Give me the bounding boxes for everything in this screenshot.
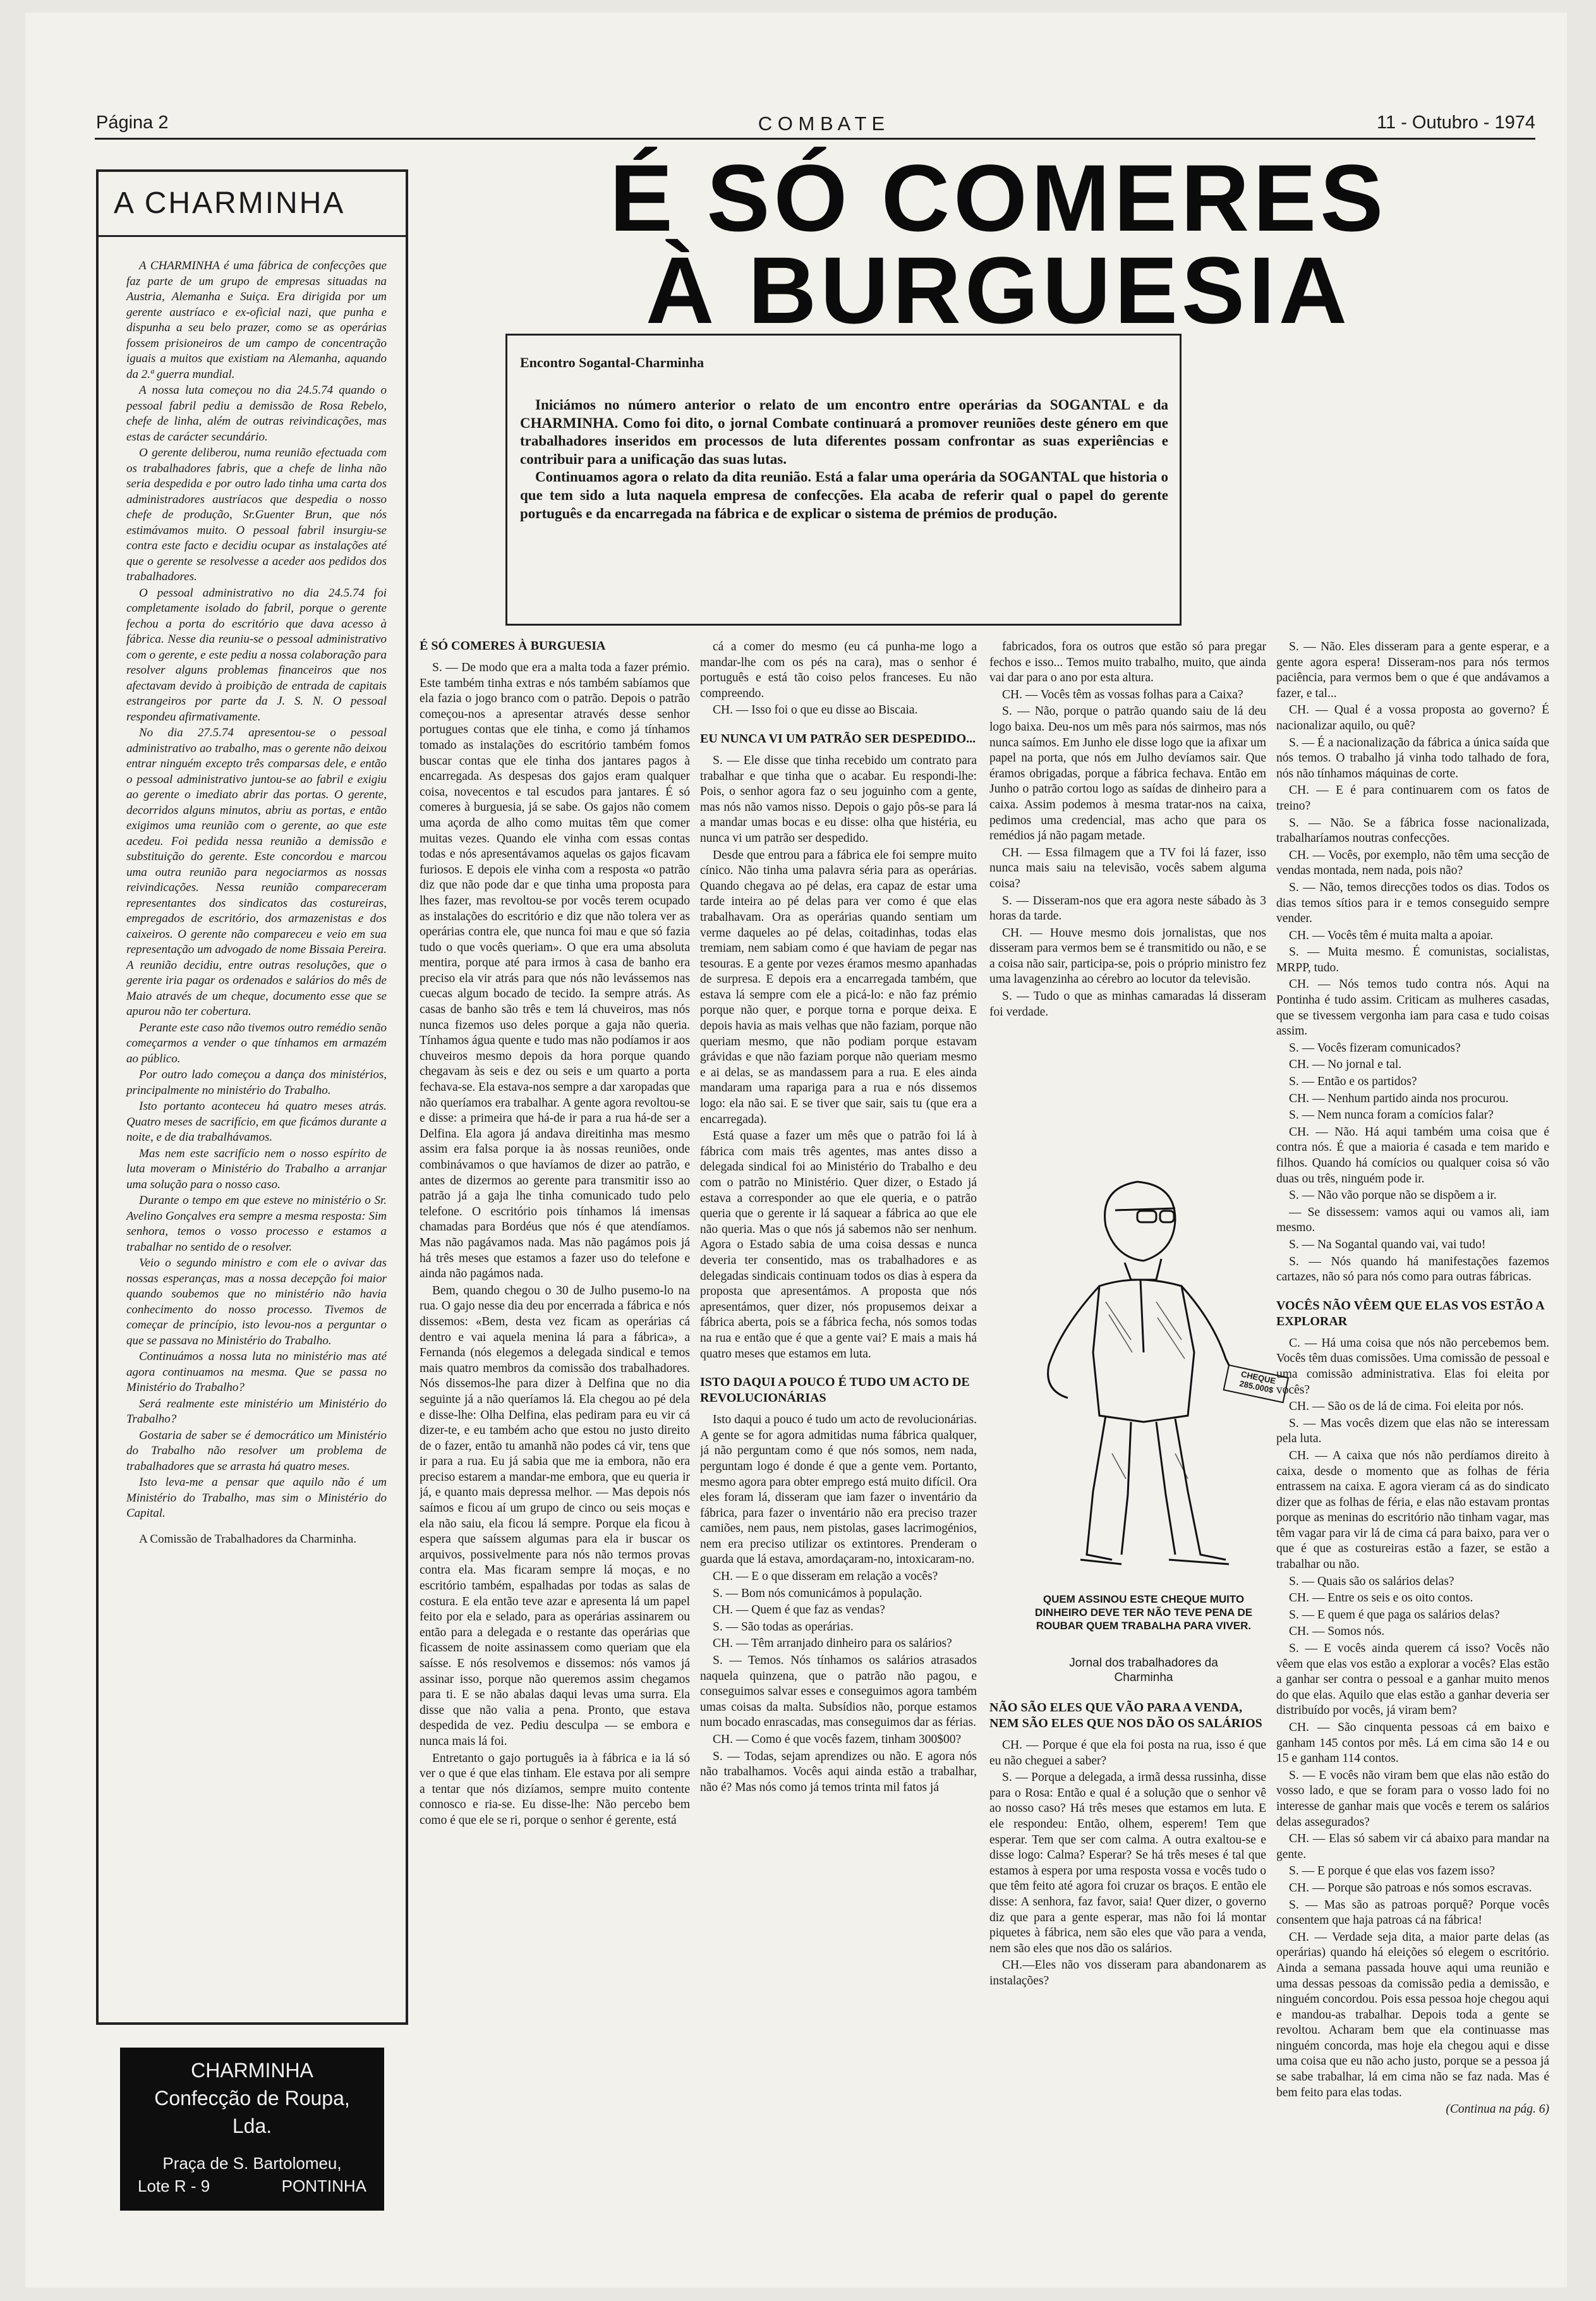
- article-paragraph: S. — Não, porque o patrão quando saiu de lá deu logo baixa. Deu-nos um mês para nós sairmos, mas nós nunca saímos. Em Junho ele disse logo que ia afixar um papel na porta, que nós em Julho devíamos sair. Que éramos obrigadas, porque a fábrica fechava. Então em Junho o patrão cortou logo as saídas de dinheiro para a caixa. Assim podemos à mesma tratar-nos na caixa, pedimos uma credencial, mas acho que para os remédios já não pagam metade.: [989, 705, 1266, 843]
- article-paragraph: — Se dissessem: vamos aqui ou vamos ali, iam mesmo.: [1276, 1205, 1549, 1235]
- article-paragraph: CH. — E é para continuarem com os fatos de treino?: [1276, 784, 1549, 813]
- article-paragraph: CH. — Vocês, por exemplo, não têm uma secção de vendas montada, nem nada, pois não?: [1276, 848, 1549, 878]
- subheading: EU NUNCA VI UM PATRÃO SER DESPEDIDO...: [700, 731, 976, 746]
- sidebar-paragraph: Mas nem este sacrifício nem o nosso espírito de luta moveram o Ministério do Trabalho a arranjar uma solução para o nosso caso.: [126, 1146, 387, 1191]
- article-paragraph: C. — Há uma coisa que nós não percebemos bem. Vocês têm duas comissões. Uma comissão de pessoal e uma comissão administrativa. Elas foi eleita por vocês?: [1276, 1336, 1549, 1397]
- issue-date: 11 - Outubro - 1974: [1377, 112, 1535, 133]
- sidebar-paragraph: No dia 27.5.74 apresentou-se o pessoal administrativo ao trabalho, mas o gerente não deixou entrar ninguém excepto três comparsas dele, e então o pessoal administrativo juntou-se ao fabril e exigiu ao gerente o imediato abrir das portas. O gerente, decorridos alguns minutos, abriu as portas, e então exigimos uma reunião com o gerente, ao que este acedeu. Foi pedida nessa reunião a demissão e substituição do gerente. Este concordou e marcou uma outra reunião para negociarmos as nossas reivindicações. Nessa reunião compareceram representantes dos sindicatos das costureiras, empregados de escritório, dos armazenistas e dos caixeiros. O gerente não compareceu e veio em sua representação um advogado de nome Bissaia Pereira. A reunião decidiu, entre outras resoluções, que o gerente iria pagar os ordenados e salários do mês de Maio através de um cheque, documento esse que se apurou não ter cobertura.: [126, 726, 387, 1018]
- article-paragraph: S. — Não. Eles disseram para a gente esperar, e a gente agora espera! Disseram-nos para nós termos paciência, para vermos bem o que é que andávamos a fazer, e tal...: [1276, 640, 1549, 700]
- article-paragraph: S. — Temos. Nós tínhamos os salários atrasados naquela quinzena, que o patrão não pagou, e conseguimos salvar esses e conseguimos agora também umas coisas da malta. Subsídios não, porque estamos num bocado enrascadas, mas conseguimos dar as férias.: [700, 1654, 977, 1730]
- article-paragraph: S. — Nem nunca foram a comícios falar?: [1289, 1108, 1494, 1122]
- sidebar-paragraph: Por outro lado começou a dança dos ministérios, principalmente no ministério do Trabalho.: [126, 1068, 387, 1097]
- sidebar-paragraph: O gerente deliberou, numa reunião efectuada com os trabalhadores fabris, que a chefe de linha não seria despedida e por outro lado tinha uma carta dos administradores austríacos que despedia o nosso chefe de produção, Sr.Guenter Brun, que nós estimávamos muito. O pessoal fabril insurgiu-se contra este facto e decidiu ocupar as instalações até que o gerente se resolvesse a aceder aos pedidos dos trabalhadores.: [126, 446, 387, 583]
- article-paragraph: S. — Não, temos direcções todos os dias. Todos os dias temos sítios para ir e temos conseguido sempre vender.: [1276, 880, 1549, 926]
- headline-line-2: À BURGUESIA: [645, 237, 1351, 343]
- article-paragraph: Isto daqui a pouco é tudo um acto de revolucionárias. A gente se for agora admitidas numa fábrica qualquer, já não perguntam como é que nós somos, nem nada, perguntam logo é donde é que a gente vem. Portanto, mesmo agora para obter emprego está muito difícil. Ora eles foram lá, disseram que iam fazer o inventário da fábrica, para fazer o inventário não era preciso trazer camiões, nem paus, nem pistolas, gases lacrimogénios, nem era preciso utilizar os extintores. Prenderam o guarda que lá estava, amordaçaram-no, intoxicaram-no.: [700, 1413, 977, 1567]
- article-paragraph: S. — Não. Se a fábrica fosse nacionalizada, trabalharíamos noutras confecções.: [1276, 816, 1549, 846]
- article-paragraph: CH. — Têm arranjado dinheiro para os salários?: [713, 1637, 952, 1651]
- sidebar-paragraph: O pessoal administrativo no dia 24.5.74 foi completamente isolado do fabril, porque o gerente fechou a porta do escritório que dava acesso à fábrica. Nesse dia reuniu-se o pessoal administrativo com o gerente, e este pediu a nossa colaboração para resolver alguns problemas financeiros que nos afectavam devido à proibição de entrada de capitais estrangeiros por parte da J. S. N. O pessoal respondeu afirmativamente.: [126, 586, 387, 724]
- sidebar-box: [96, 169, 408, 2025]
- article-paragraph: Está quase a fazer um mês que o patrão foi lá à fábrica com mais três agentes, mas antes disso a delegada sindical foi ao Ministério do Trabalho e deu com o patrão no Ministério. Quer dizer, o Estado já estava a corresponder ao que ele queria, e o patrão queria que o gerente ir lá saquear a fábrica ao que ele não queria. Mas o que nós já sabemos não ser nenhum. Agora o Estado sabia de uma coisa dessas e nunca deveria ter consentido, mas os trabalhadores e as delegadas sindicais continuam todos os dias à espera da proposta que apresentámos. A proposta que nós apresentámos, quer dizer, nós propusemos deixar a fábrica aberta, pois se a fábrica fecha, nós somos todas na rua e então que é que a gente vai? E mais a mais há quatro meses que estamos em luta.: [700, 1129, 977, 1361]
- article-paragraph: CH. — Somos nós.: [1289, 1625, 1385, 1639]
- ad-lda: Lda.: [232, 2115, 272, 2137]
- article-paragraph: CH. — Entre os seis e os oito contos.: [1289, 1591, 1473, 1605]
- article-paragraph: CH. — Qual é a vossa proposta ao governo? É nacionalizar aquilo, ou quê?: [1276, 703, 1549, 732]
- article-column-3-top: [989, 640, 1266, 1139]
- article-paragraph: S. — E vocês ainda querem cá isso? Vocês não vêem que elas vos estão a explorar a vocês? Elas estão a ganhar ser contra o pessoal e a ganhar muito menos do que elas. Aquilo que elas estão a ganhar deveria ser distribuído por vocês, já viram bem?: [1276, 1642, 1549, 1718]
- article-paragraph: S. — Na Sogantal quando vai, vai tudo!: [1289, 1237, 1486, 1251]
- article-paragraph: S. — Disseram-nos que era agora neste sábado às 3 horas da tarde.: [989, 894, 1266, 923]
- intro-text-1: Iniciámos no número anterior o relato de um encontro entre operárias da SOGANTAL e da CHARMINHA. Como foi dito, o jornal Combate continuará a promover reuniões deste género em que trabalhadores inseridos em processos de luta diferentes possam confrontar as suas experiências e contribuir para a unificação das suas lutas.: [520, 397, 1168, 467]
- article-paragraph: CH. — Quem é que faz as vendas?: [713, 1603, 885, 1617]
- sidebar-paragraph: Perante este caso não tivemos outro remédio senão começarmos a vender o que tínhamos em armazém ao público.: [126, 1021, 387, 1066]
- article-paragraph: CH. — Porque é que ela foi posta na rua, isso é que eu não cheguei a saber?: [989, 1739, 1266, 1768]
- article-paragraph: S. — De modo que era a malta toda a fazer prémio. Este também tinha extras e nós também sabíamos que ela fazia o jogo branco com o patrão. Depois o patrão começou-nos a apresentar através desse senhor portugues contas que ele tinha, e como já tínhamos tomado as instalações do escritório também fomos buscar contas que ele tinha dos jantares pagos à encarregada. As despesas dos gajos eram qualquer coisa, novecentos e tal escudos para jantares. É só comeres à burguesia, já se sabe. Os gajos não comem uma açorda de alho como muitas têm que comer muitas vezes. Quando ele vinha com essas contas todas e nós apresentávamos aquelas os gajos ficavam furiosos. E depois ele vinha com a resposta «o patrão diz que não pode dar e que tinha uma proposta para lhes fazer, mas revoltou-se por vocês terem ocupado as instalações do escritório e diz que não tolera ver as operárias contra ele, que nunca foi mau e que só fazia tudo o que vocês queriam». O que era uma absoluta mentira, porque até para irmos à casa de banho era preciso ela vir atrás para que nós não levássemos nas cuecas algum bocado de tecido. Ia sempre atrás. As casas de banho são três e tem lá chuveiros, mas nós nunca fizemos uso deles porque a gaja não queria. Tínhamos água quente e tudo mas não podíamos ir aos chuveiros mesmo depois da hora porque quando chegavam às seis e dez ou seis e um quarto a porta fechava-se. Ela estava-nos sempre a dar xaropadas que não queríamos era trabalhar. A gente agora revoltou-se e disse: a primeira que há-de ir para a rua há-de ser a Delfina. Ela agora já andava direitinha mas mesmo assim era falsa porque ia às nossas reuniões, onde combinávamos o que havíamos de dizer ao patrão, e antes de dizermos ao gerente para transmitir isso ao patrão já a gaja lhe tinha comunicado tudo pelo telefone. O escritório pois tínhamos lá imensas chamadas para Bordéus que nós é que atendíamos. Mas não pagávamos nada. Mas não pagámos pois já há três meses que estamos a fazer uso do telefone e ainda não pagámos nada.: [420, 661, 690, 1281]
- sidebar-paragraph: Será realmente este ministério um Ministério do Trabalho?: [126, 1397, 387, 1426]
- article-paragraph: CH. — Isso foi o que eu disse ao Biscaia.: [713, 703, 918, 717]
- page-number: Página 2: [96, 112, 169, 133]
- article-paragraph: CH. — Como é que vocês fazem, tinham 300$00?: [713, 1733, 962, 1746]
- sidebar-paragraph: Veio o segundo ministro e com ele o avivar das nossas esperanças, mas a nossa decepção foi maior quando soubemos que no ministério não havia conhecimento do nosso processo. Tivemos de começar de princípio, isto levou-nos a perguntar o que se passava no Ministério do Trabalho.: [126, 1256, 387, 1347]
- article-paragraph: CH. — Essa filmagem que a TV foi lá fazer, isso nunca mais saiu na televisão, vocês sabem alguma coisa?: [989, 846, 1266, 890]
- article-paragraph: S. — É a nacionalização da fábrica a única saída que nós temos. O trabalho já vinha todo talhado de fora, nós não tínhamos máquinas de corte.: [1276, 736, 1549, 780]
- cheque-label: CHEQUE 285.000$: [1238, 1369, 1277, 1395]
- article-paragraph: S. — Então e os partidos?: [1289, 1075, 1417, 1089]
- article-paragraph: S. — E porque é que elas vos fazem isso?: [1289, 1864, 1495, 1878]
- article-paragraph: S. — Muita mesmo. É comunistas, socialistas, MRPP, tudo.: [1276, 945, 1549, 974]
- article-paragraph: CH. — Vocês têm é muita malta a apoiar.: [1289, 928, 1494, 942]
- article-paragraph: S. — Mas são as patroas porquê? Porque vocês consentem que haja patroas cá na fábrica!: [1276, 1898, 1549, 1928]
- article-paragraph: S. — Quais são os salários delas?: [1289, 1574, 1454, 1588]
- main-headline: [556, 145, 1441, 343]
- header-rule: [95, 138, 1535, 140]
- article-paragraph: S. — Vocês fizeram comunicados?: [1289, 1041, 1461, 1055]
- article-paragraph: CH.—Eles não vos disseram para abandonarem as instalações?: [989, 1958, 1266, 1988]
- article-paragraph: CH. — No jornal e tal.: [1289, 1058, 1402, 1072]
- sidebar-paragraph: Durante o tempo em que esteve no ministério o Sr. Avelino Gonçalves era sempre a mesma resposta: Sim senhora, temos o vosso processo e estamos a trabalhar no sentido de o resolver.: [126, 1194, 387, 1254]
- ad-lote: Lote R - 9: [138, 2177, 210, 2195]
- article-paragraph: S. — Porque a delegada, a irmã dessa russinha, disse para o Rosa: Então e qual é a solução que o senhor vê ao nosso caso? Há três meses que estamos em luta. E ele respondeu: Então, olhem, esperem! Tem que esperar. Tem que ser com calma. A outra exaltou-se e disse logo: Calma? Esperar? Se há três meses é tal que estamos à espera por uma resposta vossa e vocês tudo o que têm feito até agora foi cruzar os braços. E então ele disse: A senhora, faz favor, saia! Quer dizer, o governo diz que para a gente esperar, mas não foi lá montar piquetes à fábrica, nem são eles que vão para a venda, nem são eles que nos dão os salários.: [989, 1771, 1266, 1955]
- article-paragraph: CH. — Vocês têm as vossas folhas para a Caixa?: [1002, 688, 1243, 701]
- article-paragraph: Entretanto o gajo português ia à fábrica e ia lá só ver o que é que elas tinham. Ele estava por ali sempre a tentar que nós dizíamos, sempre muito contente connosco e ria-se. Eu disse-lhe: Não percebo bem como é que ele se ri, porque o senhor é gerente, está: [420, 1751, 690, 1827]
- article-paragraph: S. — Nós quando há manifestações fazemos cartazes, não só para nós como para outras fábricas.: [1276, 1254, 1549, 1284]
- article-paragraph: S. — Tudo o que as minhas camaradas lá disseram foi verdade.: [989, 990, 1266, 1019]
- article-paragraph: CH. — Elas só sabem vir cá abaixo para mandar na gente.: [1276, 1832, 1549, 1861]
- advertisement: [120, 2048, 384, 2211]
- article-paragraph: CH. — Nós temos tudo contra nós. Aqui na Pontinha é tudo assim. Criticam as mulheres casadas, que se tivessem vergonha iam para casa e tudo coisas assim.: [1276, 978, 1549, 1038]
- newspaper-name: C O M B A T E: [758, 112, 885, 135]
- sidebar-title: A CHARMINHA: [99, 172, 406, 237]
- article-paragraph: Desde que entrou para a fábrica ele foi sempre muito cínico. Não tinha uma palavra séria para as operárias. Quando chegava ao pé delas, era capaz de estar uma tarde inteira ao pé delas para ver como é que elas trabalhavam. Ora as operárias quando sentiam um verme daqueles ao pé delas, coitadinhas, todas elas tremiam, nem sabiam como é que haviam de pegar nas tesouras. E a gente por vezes éramos mesmo apanhadas de surpresa. E depois era a encarregada também, que estava lá sempre com ele a picá-lo: e não faz prémio porque não quer, e porque torna e porque deixa. E depois havia as mais velhas que não faziam, porque não queriam mesmo, que não podiam porque estavam grávidas e que não faziam porque não queriam mesmo e ai delas, se as mandassem para a rua. E eles ainda mandaram uma rapariga para a rua e nós dissemos logo: ela não sai. E se tiver que sair, sais tu (que era a encarregada).: [700, 848, 977, 1126]
- article-paragraph: S. — Mas vocês dizem que elas não se interessam pela luta.: [1276, 1416, 1549, 1446]
- subheading: NÃO SÃO ELES QUE VÃO PARA A VENDA, NEM SÃO ELES QUE NOS DÃO OS SALÁRIOS: [989, 1701, 1262, 1730]
- intro-box: [505, 334, 1182, 626]
- article-paragraph: fabricados, fora os outros que estão só para pregar fechos e isso... Temos muito trabalho, muito, que ainda vai dar para o ano por esta altura.: [989, 640, 1266, 685]
- sidebar-paragraph: Isto portanto aconteceu há quatro meses atrás. Quatro meses de sacrifício, em que ficámos durante a noite, e de dia trabalhávamos.: [126, 1100, 387, 1144]
- article-paragraph: Bem, quando chegou o 30 de Julho pusemo-lo na rua. O gajo nesse dia deu por encerrada a fábrica e nós dissemos: «Bem, desta vez ficam as operárias cá dentro e vai aquela menina lá para a fábrica», a Fernanda (nós elegemos a delegada sindical e temos mais quatro membros da comissão dos trabalhadores. Nós dissemos-lhe para dizer à Delfina que no dia seguinte já a não queríamos lá. Ela chegou ao pé dela e disse-lhe: Olha Delfina, elas pediram para eu vir cá dizer-te, e eu também acho que estou no justo direito de o fazer, então tu amanhã não podes cá vir, tens que ir para a rua. Eu já sabia que me ia embora, não era preciso estarem a mandar-me embora, que eu queria ir já, e quanto mais depressa melhor. — Mas depois nós saímos e ficou aí um grupo de cinco ou seis moças e ela não saiu, ela ficou lá sempre. Porque ela ficou à espera que saíssem algumas para ela ir buscar os arquivos, possivelmente para nós não termos provas contra ela. Mas ficaram sempre lá moças, e no escritório também, espalhadas por todas as salas de costura. E ela então teve azar e apresenta lá um papel feito por ela e selado, para as operárias assinarem ou então para a delegada e o restante das operárias que ficassem de noite assinassem como queriam que ela saísse. E nós resolvemos e dissemos: nós vamos já assinar isso, porque não queremos assim chegamos para ti. E se não abalas daqui levas uma surra. Ela disse que não valia a pena. Pronto, que estava despedida de vez. Pediu desculpa — se embora e nunca mais lá foi.: [420, 1284, 690, 1748]
- article-paragraph: CH. — Verdade seja dita, a maior parte delas (as operárias) quando há eleições só elegem o escritório. Ainda a semana passada houve aqui uma reunião e uma dessas pessoas da comissão pedia a demissão, e ninguém concordou. Pois essa pessoa hoje chegou aqui e mandou-as trabalhar. Depois toda a gente se revoltou. Acharam bem que ela continuasse mas ninguém concorda, mas hoje ela chegou aqui e disse uma coisa que eu não acho justo, porque se a pessoa já se sabe trabalhar, lá em cima não se faz nada. Mas é bem feito para elas todas.: [1276, 1930, 1549, 2099]
- cartoon-caption: QUEM ASSINOU ESTE CHEQUE MUITO DINHEIRO DEVE TER NÃO TEVE PENA DE ROUBAR QUEM TRABALHA PARA VIVER.: [1034, 1593, 1253, 1632]
- article-column-1: [420, 638, 690, 2294]
- sidebar-paragraph: A nossa luta começou no dia 24.5.74 quando o pessoal fabril pediu a demissão de Rosa Rebelo, chefe de linha, além de outras reivindicações, mas estas de carácter secundário.: [126, 384, 387, 444]
- subheading: VOCÊS NÃO VÊEM QUE ELAS VOS ESTÃO A EXPLORAR: [1276, 1298, 1544, 1328]
- article-paragraph: cá a comer do mesmo (eu cá punha-me logo a mandar-lhe com os pés na cara), mas o senhor é português e está tão coiso pelos franceses. Eu não compreendo.: [700, 640, 977, 700]
- sidebar-signature: A Comissão de Trabalhadores da Charminha.: [139, 1532, 357, 1546]
- article-column-3-bottom: [989, 1700, 1266, 2294]
- sidebar-paragraph: Isto leva-me a pensar que aquilo não é um Ministério do Trabalho, mas sim o Ministério do Capital.: [126, 1476, 387, 1520]
- cartoon-credit: Jornal dos trabalhadores da Charminha: [1069, 1656, 1218, 1684]
- column-heading: É SÓ COMERES À BURGUESIA: [420, 639, 606, 653]
- article-paragraph: S. — São todas as operárias.: [713, 1620, 854, 1634]
- intro-label: Encontro Sogantal-Charminha: [520, 355, 704, 370]
- sidebar-paragraph: Gostaria de saber se é democrático um Ministério do Trabalho não resolver um problema de trabalhadores que se arrasta há quatro meses.: [126, 1428, 387, 1473]
- cartoon-illustration: [986, 1150, 1302, 1687]
- article-paragraph: CH. — São cinquenta pessoas cá em baixo e ganham 145 contos por mês. Lá em cima são 14 e ou 15 e ganham 114 contos.: [1276, 1721, 1549, 1766]
- article-paragraph: S. — Todas, sejam aprendizes ou não. E agora nós não trabalhamos. Vocês aqui ainda estão a trabalhar, não é? Mas nós como já temos trinta mil fatos já: [700, 1749, 977, 1794]
- article-paragraph: CH. — Porque são patroas e nós somos escravas.: [1289, 1881, 1532, 1895]
- ad-business: Confecção de Roupa,: [154, 2087, 350, 2110]
- continued-note: (Continua na pág. 6): [1446, 2103, 1549, 2116]
- article-paragraph: S. — E vocês não viram bem que elas não estão do vosso lado, e que se foram para o vosso lado foi no interesse de ganhar mais que vocês e terem os salários delas assegurados?: [1276, 1768, 1549, 1829]
- ad-address: Praça de S. Bartolomeu,: [162, 2154, 342, 2173]
- article-paragraph: CH. — E o que disseram em relação a vocês?: [713, 1570, 938, 1584]
- article-paragraph: CH. — Houve mesmo dois jornalistas, que nos disseram para vermos bem se é transmitido ou não, e se a coisa não sair, participa-se, pois o próprio ministro fez uma lavagenzinha ao cérebro ao locutor da televisão.: [989, 926, 1266, 987]
- article-column-4: [1276, 640, 1549, 2294]
- article-paragraph: S. — Não vão porque não se dispõem a ir.: [1289, 1189, 1497, 1203]
- sidebar-paragraph: Continuámos a nossa luta no ministério mas até agora continuamos na mesma. Que se passa no Ministério do Trabalho?: [126, 1350, 387, 1394]
- sidebar-paragraph: A CHARMINHA é uma fábrica de confecções que faz parte de um grupo de empresas situadas na Austria, Alemanha e Suiça. Era dirigida por um gerente austríaco e ex-oficial nazi, que punha e dispunha a seu belo prazer, como se as operárias fossem prisioneiros de um campo de concentração iguais a muitos que existiam na Alemanha, aquando da 2.ª guerra mundial.: [126, 259, 387, 381]
- article-column-2: [700, 640, 977, 2294]
- article-paragraph: CH. — A caixa que nós não perdíamos direito à caixa, desde o momento que as folhas de féria entrassem na caixa. E agora vieram cá as do sindicato dizer que as folhas de féria, e elas não estavam prontas porque as meninas do escritório não tinham vagar, mas têm vagar para vir lá de cima cá para baixo, para ver o que é que as costureiras estão a fazer, se estão a trabalhar ou não.: [1276, 1448, 1549, 1572]
- article-paragraph: CH. — São os de lá de cima. Foi eleita por nós.: [1289, 1400, 1524, 1414]
- intro-text-2: Continuamos agora o relato da dita reunião. Está a falar uma operária da SOGANTAL que historia o que tem sido a luta naquela empresa de confecções. Ela acaba de referir qual o papel do gerente português e da encarregada na fábrica e de explicar o sistema de prémios de produção.: [520, 469, 1168, 521]
- article-paragraph: CH. — Nenhum partido ainda nos procurou.: [1289, 1091, 1509, 1105]
- article-paragraph: CH. — Não. Há aqui também uma coisa que é contra nós. É que a maioria é casada e tem marido e filhos. Quando há comícios ou qualquer coisa só vão duas ou três, ninguém pode ir.: [1276, 1125, 1549, 1186]
- article-paragraph: S. — E quem é que paga os salários delas?: [1289, 1608, 1500, 1622]
- article-paragraph: S. — Bom nós comunicámos à população.: [713, 1586, 922, 1600]
- ad-company: CHARMINHA: [191, 2059, 313, 2082]
- ad-locality: PONTINHA: [281, 2177, 366, 2195]
- sidebar-body: [99, 237, 406, 1547]
- headline-line-1: É SÓ COMERES: [609, 145, 1387, 251]
- subheading: ISTO DAQUI A POUCO É TUDO UM ACTO DE REVOLUCIONÁRIAS: [700, 1375, 970, 1405]
- article-paragraph: S. — Ele disse que tinha recebido um contrato para trabalhar e que tinha que o acabar. Eu respondi-lhe: Pois, o senhor agora faz o seu joguinho com a gente, mas nós não vamos nisso. Depois o gajo pôs-se para lá a mandar umas bocas e eu disse: olha que histéria, eu nunca vi um patrão ser despedido.: [700, 753, 977, 845]
